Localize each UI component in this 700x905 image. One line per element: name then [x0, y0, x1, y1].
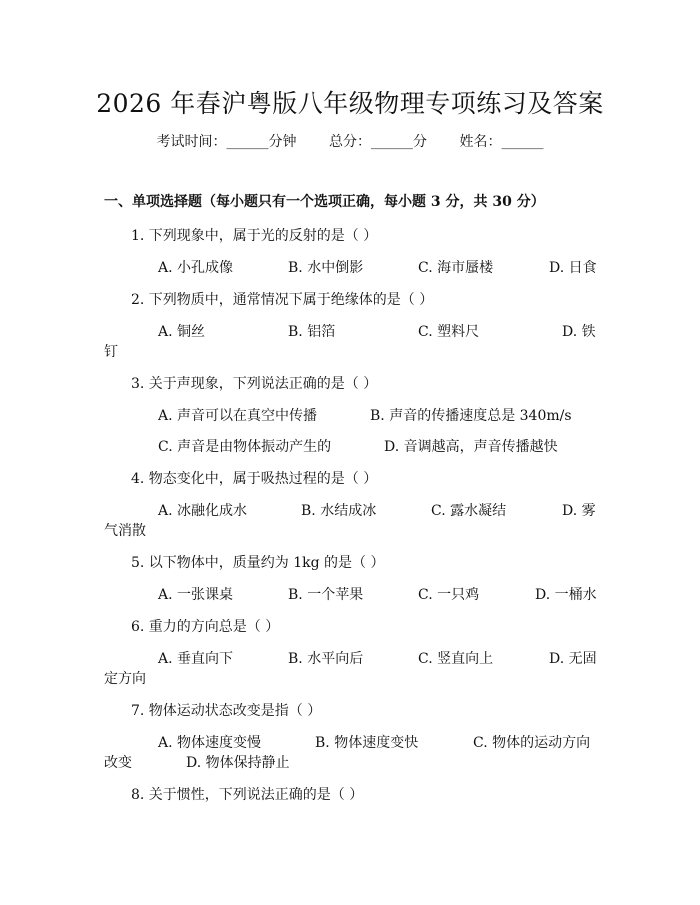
option-wrap: 气消散 [104, 523, 146, 539]
question-stem: 1. 下列现象中，属于光的反射的是（ ） [131, 228, 378, 244]
option-d: D. 无固 [549, 651, 597, 667]
option-c: C. 海市蜃楼 [418, 260, 494, 276]
option-b: B. 水平向后 [288, 651, 364, 667]
option-d: D. 音调越高，声音传播越快 [384, 439, 558, 455]
option-a: A. 声音可以在真空中传播 [158, 408, 318, 424]
option-wrap: 改变 [104, 755, 132, 771]
option-c: C. 塑料尺 [418, 324, 480, 340]
option-a: A. 一张课桌 [158, 587, 234, 603]
question-stem: 6. 重力的方向总是（ ） [131, 619, 280, 635]
question-stem: 5. 以下物体中，质量约为 1kg 的是（ ） [131, 555, 385, 571]
option-b: B. 一个苹果 [288, 587, 364, 603]
option-wrap: 钉 [104, 344, 118, 360]
section-heading: 一、单项选择题（每小题只有一个选项正确，每小题 3 分，共 30 分） [104, 194, 545, 210]
option-c: C. 声音是由物体振动产生的 [158, 439, 332, 455]
question-stem: 2. 下列物质中，通常情况下属于绝缘体的是（ ） [131, 292, 434, 308]
exam-time: 考试时间：______分钟 [156, 134, 297, 150]
question-stem: 7. 物体运动状态改变是指（ ） [131, 703, 322, 719]
page-title: 2026 年春沪粤版八年级物理专项练习及答案 [96, 89, 604, 118]
option-d: D. 一桶水 [535, 587, 597, 603]
option-c: C. 竖直向上 [418, 651, 494, 667]
option-a: A. 物体速度变慢 [158, 735, 262, 751]
option-d: D. 日食 [549, 260, 597, 276]
exam-score: 总分：______分 [329, 134, 427, 150]
option-b: B. 水结成冰 [301, 503, 377, 519]
question-stem: 8. 关于惯性，下列说法正确的是（ ） [131, 787, 364, 803]
option-a: A. 铜丝 [158, 324, 206, 340]
option-wrap: 定方向 [104, 671, 146, 687]
option-b: B. 声音的传播速度总是 340m/s [370, 408, 572, 424]
question-stem: 4. 物态变化中，属于吸热过程的是（ ） [131, 471, 378, 487]
option-c: C. 露水凝结 [431, 503, 507, 519]
option-a: A. 小孔成像 [158, 260, 234, 276]
option-d: D. 雾 [562, 503, 596, 519]
student-name: 姓名：______ [459, 134, 544, 150]
option-d: D. 物体保持静止 [186, 755, 290, 771]
option-a: A. 冰融化成水 [158, 503, 248, 519]
question-stem: 3. 关于声现象，下列说法正确的是（ ） [131, 376, 378, 392]
option-c: C. 一只鸡 [418, 587, 480, 603]
exam-meta [0, 131, 700, 151]
option-c: C. 物体的运动方向 [473, 735, 591, 751]
option-b: B. 水中倒影 [288, 260, 364, 276]
option-b: B. 铝箔 [288, 324, 336, 340]
option-a: A. 垂直向下 [158, 651, 234, 667]
option-b: B. 物体速度变快 [315, 735, 419, 751]
option-d: D. 铁 [562, 324, 596, 340]
